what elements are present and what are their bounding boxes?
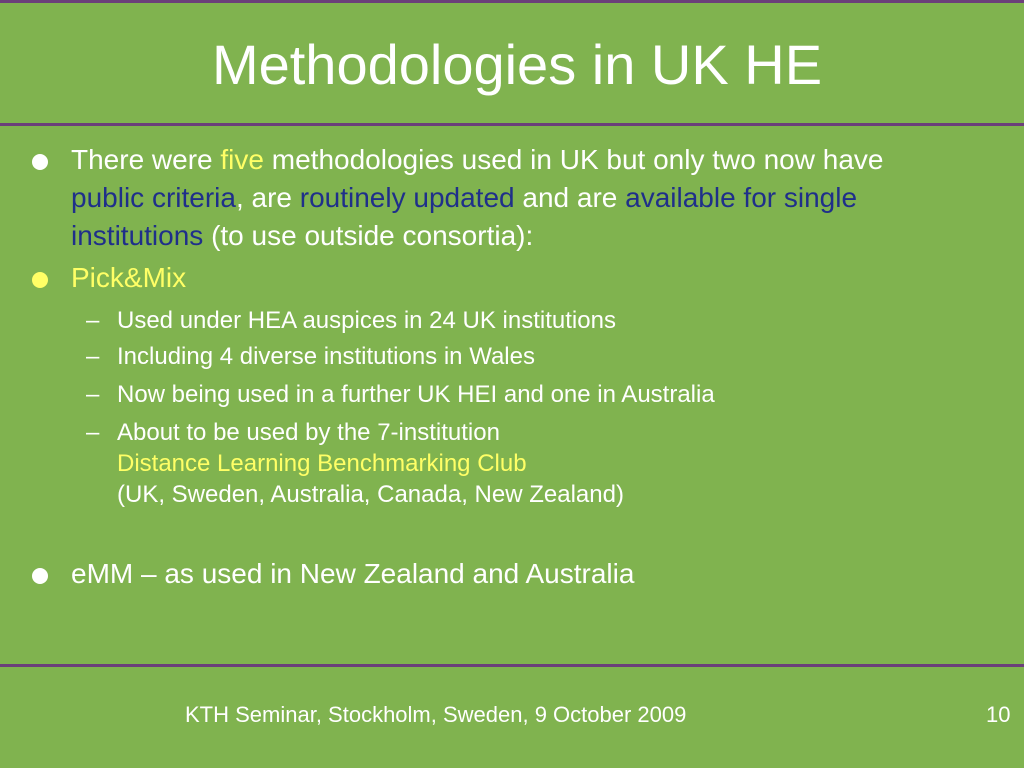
slide-number: 10 <box>986 702 1011 727</box>
highlight-routinely-updated: routinely updated <box>299 182 515 213</box>
footer-text: KTH Seminar, Stockholm, Sweden, 9 October 2009 <box>185 702 687 727</box>
sub-bullet-text: Now being used in a further UK HEI and one in Australia <box>117 381 715 408</box>
bullet-text: Pick&Mix <box>71 262 187 293</box>
highlight-five: five <box>220 144 264 175</box>
bullet-dot-icon <box>32 568 48 584</box>
text-segment: methodologies used in UK but only two now have <box>263 144 884 175</box>
page-title: Methodologies in UK HE <box>211 33 823 96</box>
bullet-text: eMM – as used in New Zealand and Australia <box>71 558 635 589</box>
sub-bullet-text <box>117 417 917 510</box>
footer-divider <box>0 664 1024 667</box>
bullet-dot-icon <box>32 272 48 288</box>
highlight-public-criteria: public criteria <box>71 182 236 213</box>
sub-bullet-text: Used under HEA auspices in 24 UK institutions <box>117 307 616 334</box>
dash-icon: – <box>86 307 100 334</box>
sub-bullet-text: Including 4 diverse institutions in Wales <box>117 343 535 370</box>
text-segment: and are <box>514 182 626 213</box>
dash-icon: – <box>86 343 100 370</box>
sub-bullet-line: (UK, Sweden, Australia, Canada, New Zealand) <box>117 481 624 508</box>
dash-icon: – <box>86 419 100 446</box>
text-segment: , are <box>235 182 300 213</box>
sub-bullet-line: About to be used by the 7-institution <box>117 419 500 446</box>
text-segment: There were <box>71 144 221 175</box>
club-name: Distance Learning Benchmarking Club <box>117 450 527 477</box>
bullet-dot-icon <box>32 154 48 170</box>
title-divider <box>0 123 1024 126</box>
top-divider <box>0 0 1024 3</box>
text-segment: (to use outside consortia): <box>203 220 534 251</box>
highlight-available-single: available for single institutions <box>71 182 858 251</box>
dash-icon: – <box>86 381 100 408</box>
bullet-text <box>71 141 951 255</box>
